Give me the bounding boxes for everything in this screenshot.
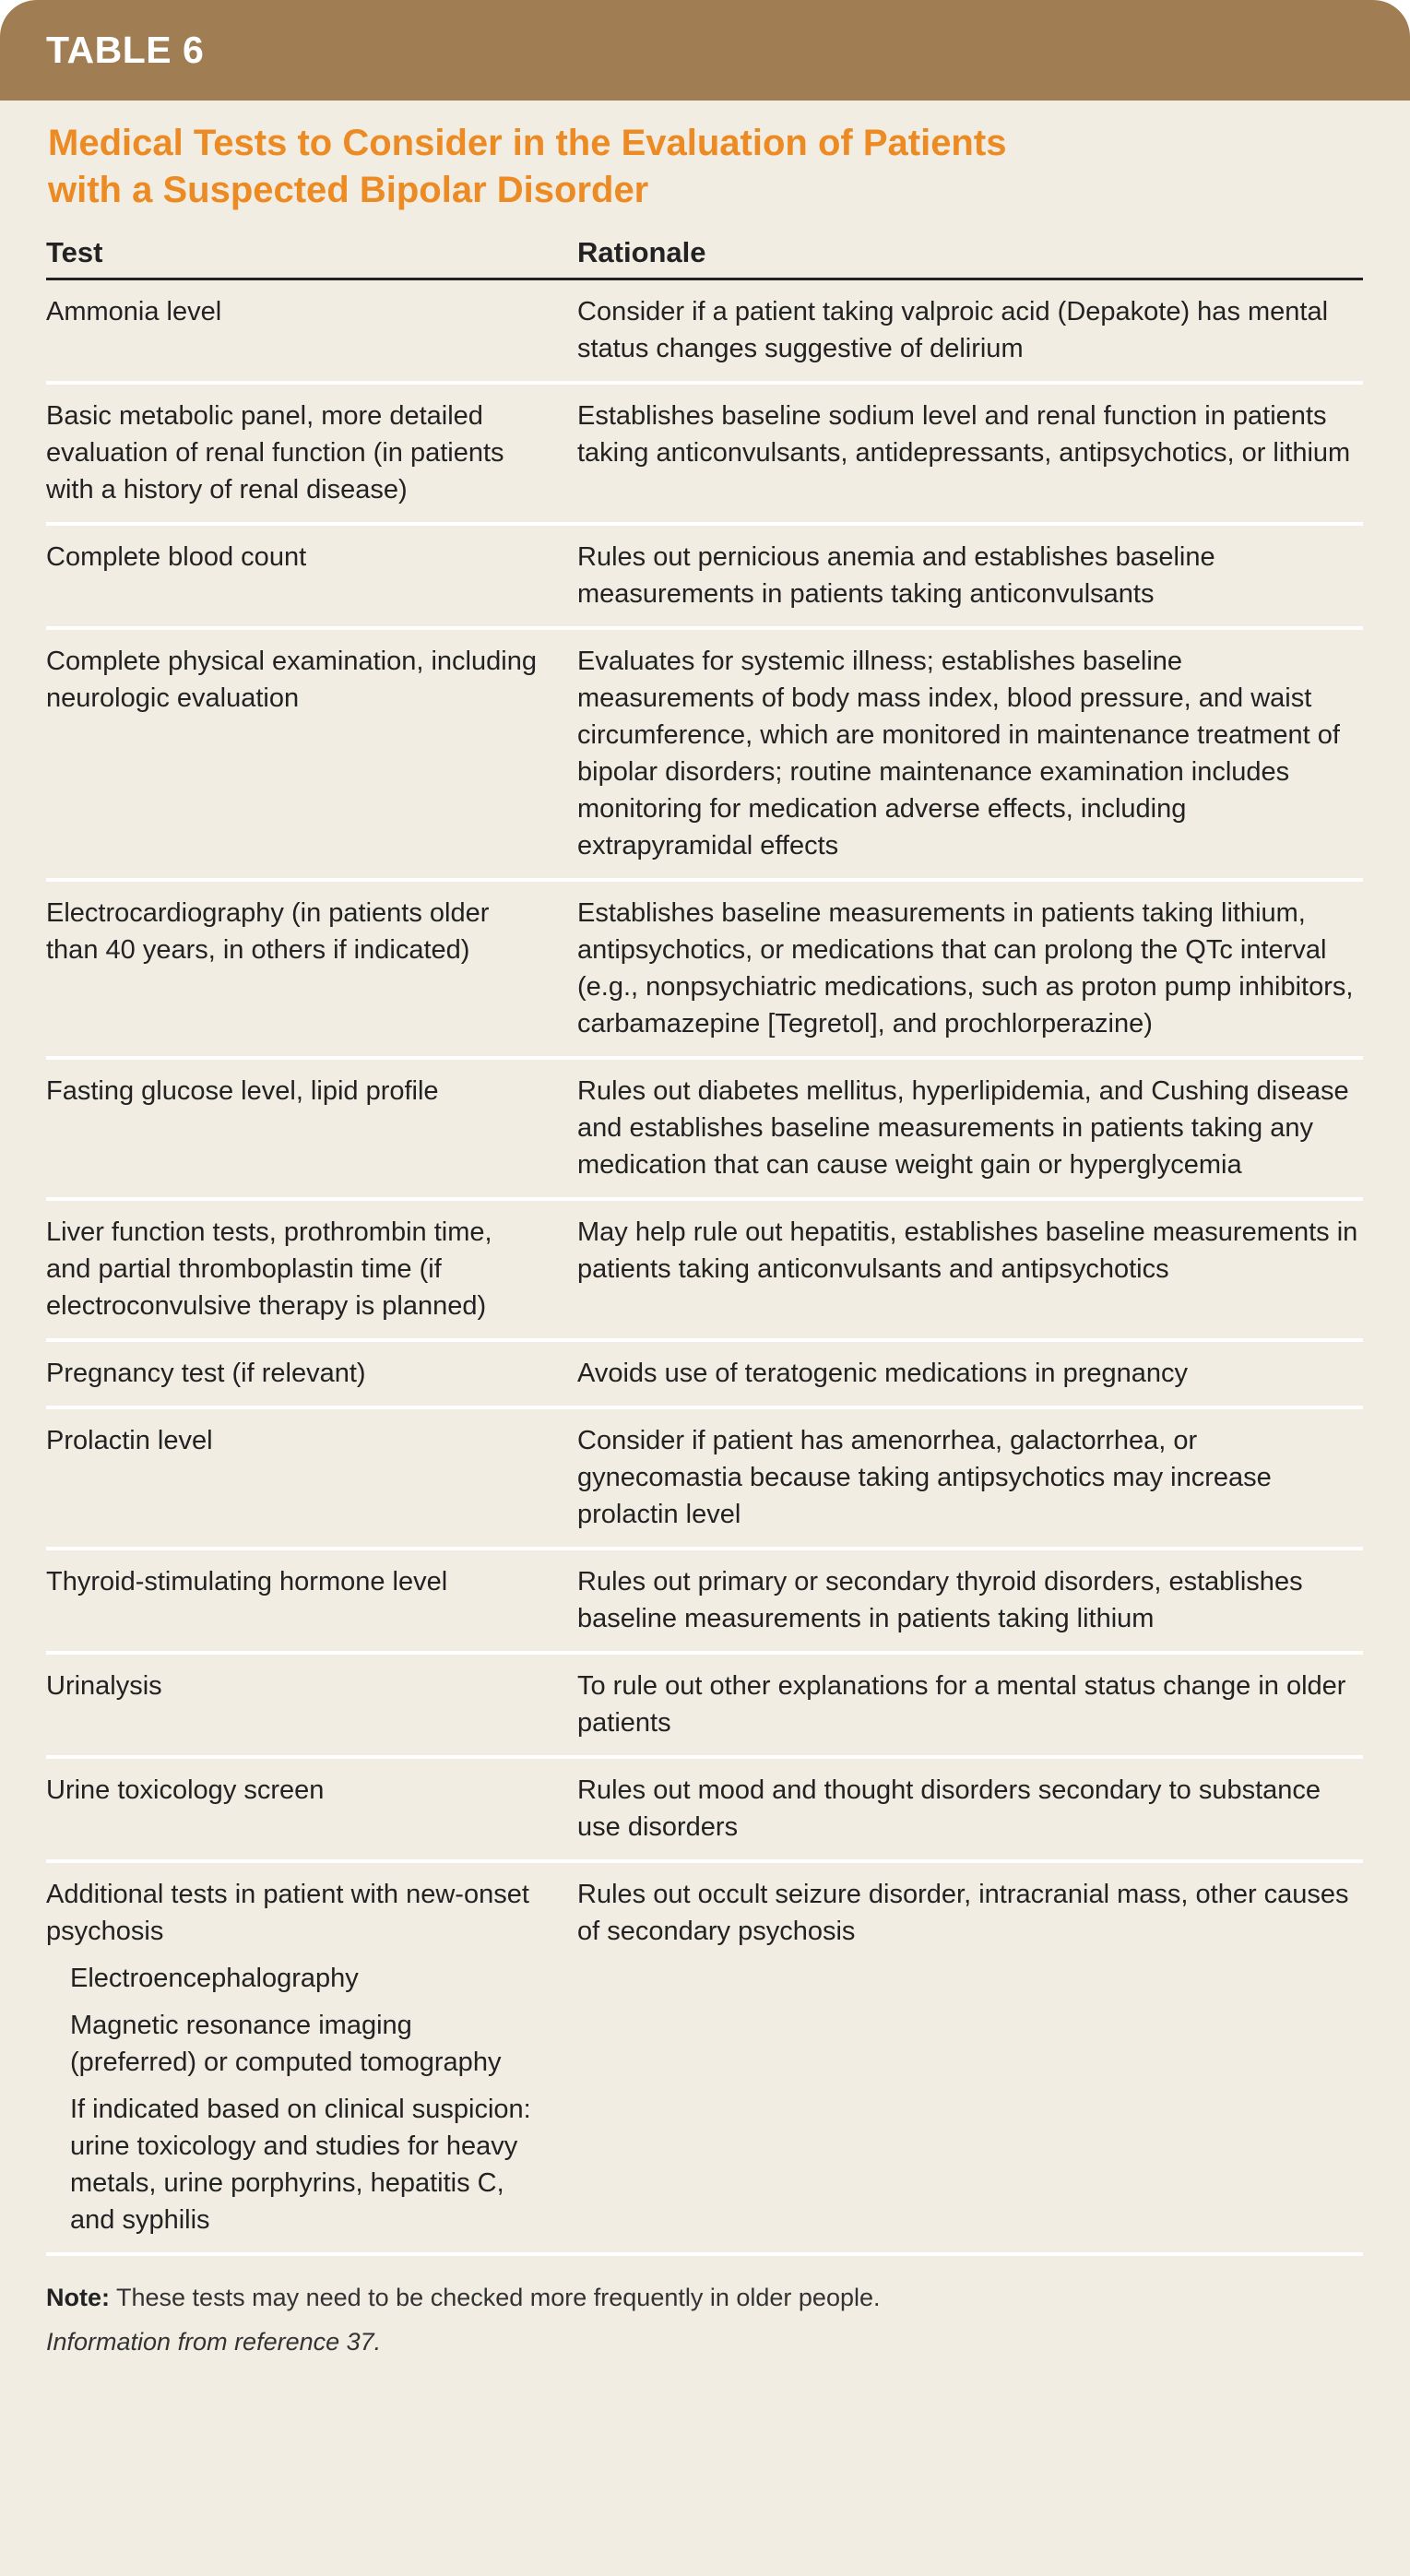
rationale-cell: Rules out pernicious anemia and establishes baseline measurements in patients taking anticonvulsants — [577, 542, 1215, 609]
table-row — [46, 1342, 1363, 1409]
table-row — [46, 385, 1363, 526]
table-row — [46, 1409, 1363, 1550]
sub-test-item: Magnetic resonance imaging (preferred) or computed tomography — [70, 2011, 502, 2077]
table-row — [46, 1759, 1363, 1863]
test-cell: Pregnancy test (if relevant) — [46, 1359, 366, 1388]
title-line-1: Medical Tests to Consider in the Evaluation of Patients — [48, 123, 1007, 163]
test-cell: Liver function tests, prothrombin time, and partial thromboplastin time (if electroconvulsive therapy is planned) — [46, 1217, 492, 1321]
rationale-cell: Establishes baseline measurements in patients taking lithium, antipsychotics, or medications that can prolong the QTc interval (e.g., nonpsychiatric medications, such as proton pump inhibitors, carbamazepine [Tegretol], and prochlorperazine) — [577, 898, 1354, 1039]
test-cell: Basic metabolic panel, more detailed evaluation of renal function (in patients with a history of renal disease) — [46, 401, 504, 505]
table-row — [46, 526, 1363, 630]
column-header-test: Test — [46, 236, 103, 268]
rationale-cell: To rule out other explanations for a mental status change in older patients — [577, 1671, 1346, 1738]
rationale-cell: Consider if a patient taking valproic acid (Depakote) has mental status changes suggestive of delirium — [577, 297, 1329, 363]
rationale-cell: Evaluates for systemic illness; establishes baseline measurements of body mass index, blood pressure, and waist circumference, which are monitored in maintenance treatment of bipolar disorders; routine maintenance examination includes monitoring for medication adverse effects, including extrapyramidal effects — [577, 647, 1340, 861]
test-cell: Ammonia level — [46, 297, 222, 326]
test-cell: Urinalysis — [46, 1671, 162, 1701]
test-cell: Electrocardiography (in patients older than 40 years, in others if indicated) — [46, 898, 490, 965]
rationale-cell: Rules out primary or secondary thyroid disorders, establishes baseline measurements in patients taking lithium — [577, 1567, 1303, 1633]
table-row-psychosis — [46, 1863, 1363, 2256]
table-row — [46, 1201, 1363, 1342]
test-cell: Fasting glucose level, lipid profile — [46, 1076, 439, 1106]
rationale-cell: Rules out mood and thought disorders secondary to substance use disorders — [577, 1775, 1321, 1842]
table-row — [46, 1060, 1363, 1201]
table-row — [46, 882, 1363, 1060]
test-cell-main: Additional tests in patient with new-onset psychosis — [46, 1880, 529, 1946]
source-citation: Information from reference 37. — [46, 2328, 382, 2356]
rationale-cell: Rules out diabetes mellitus, hyperlipidemia, and Cushing disease and establishes baseline measurements in patients taking any medication that can cause weight gain or hyperglycemia — [577, 1076, 1349, 1180]
table-row — [46, 1655, 1363, 1759]
table-head — [46, 228, 1363, 280]
title-line-2: with a Suspected Bipolar Disorder — [48, 170, 649, 210]
rationale-cell: May help rule out hepatitis, establishes baseline measurements in patients taking anticonvulsants and antipsychotics — [577, 1217, 1358, 1284]
table-header-bar — [0, 0, 1410, 101]
table-number: TABLE 6 — [46, 29, 205, 71]
note-label: Note: — [46, 2284, 110, 2311]
test-cell: Thyroid-stimulating hormone level — [46, 1567, 448, 1597]
rationale-cell: Rules out occult seizure disorder, intracranial mass, other causes of secondary psychosis — [577, 1880, 1349, 1946]
table-footnote — [46, 2280, 1364, 2315]
tests-table — [46, 228, 1363, 2256]
note-text: These tests may need to be checked more frequently in older people. — [110, 2284, 881, 2311]
table-row — [46, 1550, 1363, 1655]
test-cell: Complete physical examination, including neurologic evaluation — [46, 647, 537, 713]
test-cell: Urine toxicology screen — [46, 1775, 325, 1805]
sub-test-item: Electroencephalography — [70, 1964, 359, 1993]
table-row — [46, 630, 1363, 882]
table-title — [48, 120, 1364, 214]
column-header-rationale: Rationale — [577, 236, 706, 268]
rationale-cell: Consider if patient has amenorrhea, galactorrhea, or gynecomastia because taking antipsychotics may increase prolactin level — [577, 1426, 1272, 1529]
rationale-cell: Avoids use of teratogenic medications in pregnancy — [577, 1359, 1189, 1388]
sub-test-item: If indicated based on clinical suspicion: urine toxicology and studies for heavy metals, urine porphyrins, hepatitis C, and syphilis — [70, 2095, 531, 2235]
test-cell: Prolactin level — [46, 1426, 213, 1455]
test-cell: Complete blood count — [46, 542, 307, 572]
rationale-cell: Establishes baseline sodium level and renal function in patients taking anticonvulsants, antidepressants, antipsychotics, or lithium — [577, 401, 1351, 468]
test-cell — [46, 1876, 577, 2238]
table-row — [46, 280, 1363, 385]
